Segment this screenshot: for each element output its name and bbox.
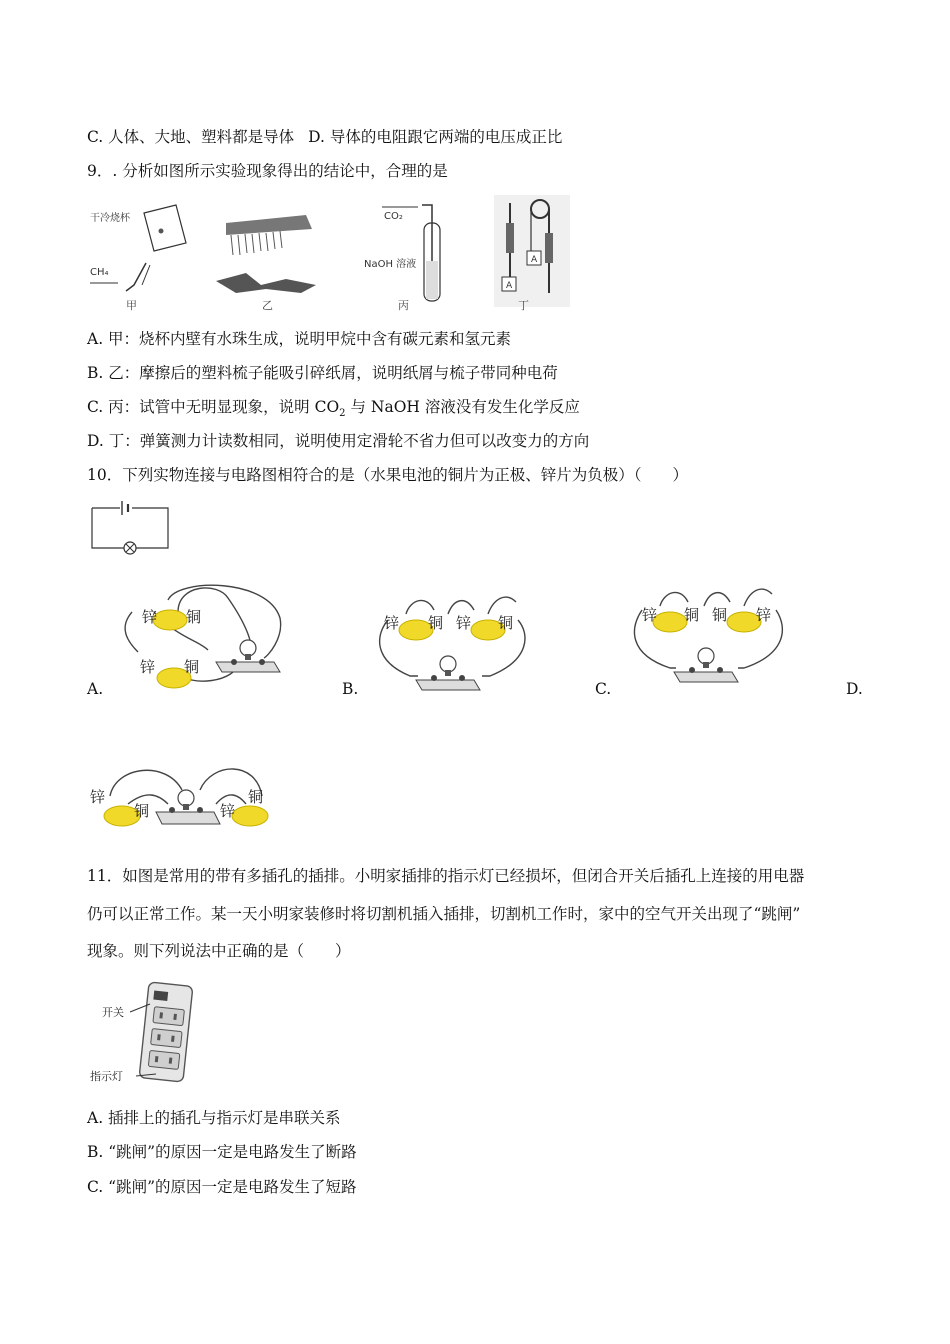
indicator-label: 指示灯 bbox=[90, 1070, 123, 1083]
q10-figure-c bbox=[626, 584, 796, 688]
figure-yi bbox=[216, 215, 316, 312]
copper-label: 铜 bbox=[498, 614, 514, 632]
q10-option-c-label: C. bbox=[595, 680, 612, 698]
figure-ding bbox=[494, 195, 570, 312]
q9-option-a: A. 甲：烧杯内壁有水珠生成，说明甲烷中含有碳元素和氢元素 bbox=[87, 330, 512, 348]
zinc-label: 锌 bbox=[456, 614, 472, 632]
zinc-label: 锌 bbox=[90, 788, 106, 806]
q10-figure-b bbox=[370, 590, 540, 694]
q9-option-c-sub: 2 bbox=[339, 408, 346, 420]
copper-label: 铜 bbox=[184, 658, 200, 676]
q8-option-d: D. 导体的电阻跟它两端的电压成正比 bbox=[308, 128, 563, 146]
q9-option-c-pre: C. 丙：试管中无明显现象，说明 CO bbox=[87, 398, 340, 416]
q9-figure bbox=[86, 193, 572, 315]
q9-option-c-post: 与 NaOH 溶液没有发生化学反应 bbox=[345, 398, 580, 416]
bing-label: 丙 bbox=[398, 299, 409, 312]
copper-label: 铜 bbox=[684, 606, 700, 624]
cold-beaker-label: 干冷烧杯 bbox=[90, 213, 130, 224]
yi-label: 乙 bbox=[262, 299, 273, 312]
q10-figure-a bbox=[118, 578, 288, 694]
q11-stem-line3: 现象。则下列说法中正确的是（ ） bbox=[87, 942, 351, 960]
q9-option-b: B. 乙：摩擦后的塑料梳子能吸引碎纸屑，说明纸屑与梳子带同种电荷 bbox=[87, 364, 558, 382]
weight-a-left: A bbox=[506, 281, 513, 291]
zinc-label: 锌 bbox=[384, 614, 400, 632]
zinc-label: 锌 bbox=[756, 606, 772, 624]
q8-option-c: C. 人体、大地、塑料都是导体 bbox=[87, 128, 295, 146]
q11-option-c: C. “跳闸”的原因一定是电路发生了短路 bbox=[87, 1178, 357, 1196]
q11-stem-line1: 11．如图是常用的带有多插孔的插排。小明家插排的指示灯已经损坏，但闭合开关后插孔上连接的用电器 bbox=[87, 867, 805, 885]
q10-option-d-label: D. bbox=[846, 680, 863, 698]
copper-label: 铜 bbox=[428, 614, 444, 632]
zinc-label: 锌 bbox=[142, 608, 158, 626]
q10-figure-d bbox=[86, 760, 276, 832]
ding-label: 丁 bbox=[518, 299, 529, 312]
jia-label: 甲 bbox=[126, 299, 137, 312]
q9-option-d: D. 丁：弹簧测力计读数相同，说明使用定滑轮不省力但可以改变力的方向 bbox=[87, 432, 590, 450]
copper-label: 铜 bbox=[248, 788, 264, 806]
q9-stem: 9．. 分析如图所示实验现象得出的结论中，合理的是 bbox=[87, 162, 448, 180]
q9-option-c bbox=[87, 397, 580, 424]
q10-circuit-diagram bbox=[86, 498, 176, 558]
ch4-label: CH₄ bbox=[90, 267, 109, 278]
zinc-label: 锌 bbox=[642, 606, 658, 624]
figure-bing bbox=[364, 205, 440, 312]
co2-label: CO₂ bbox=[384, 211, 403, 222]
switch-label: 开关 bbox=[102, 1006, 124, 1019]
copper-label: 铜 bbox=[134, 802, 150, 820]
q8-options bbox=[87, 127, 562, 147]
q11-option-a: A. 插排上的插孔与指示灯是串联关系 bbox=[87, 1109, 341, 1127]
q11-power-strip-figure bbox=[86, 976, 196, 1088]
weight-a-right: A bbox=[531, 255, 538, 265]
q10-option-a-label: A. bbox=[87, 680, 104, 698]
zinc-label: 锌 bbox=[140, 658, 156, 676]
copper-label: 铜 bbox=[186, 608, 202, 626]
q11-stem-line2: 仍可以正常工作。某一天小明家装修时将切割机插入插排，切割机工作时，家中的空气开关出现了“跳闸” bbox=[87, 905, 801, 923]
zinc-label: 锌 bbox=[220, 802, 236, 820]
copper-label: 铜 bbox=[712, 606, 728, 624]
naoh-label: NaOH 溶液 bbox=[364, 259, 417, 270]
q11-option-b: B. “跳闸”的原因一定是电路发生了断路 bbox=[87, 1143, 357, 1161]
figure-jia bbox=[90, 205, 186, 312]
q10-stem: 10．下列实物连接与电路图相符合的是（水果电池的铜片为正极、锌片为负极）（ ） bbox=[87, 466, 688, 484]
q10-option-b-label: B. bbox=[342, 680, 359, 698]
